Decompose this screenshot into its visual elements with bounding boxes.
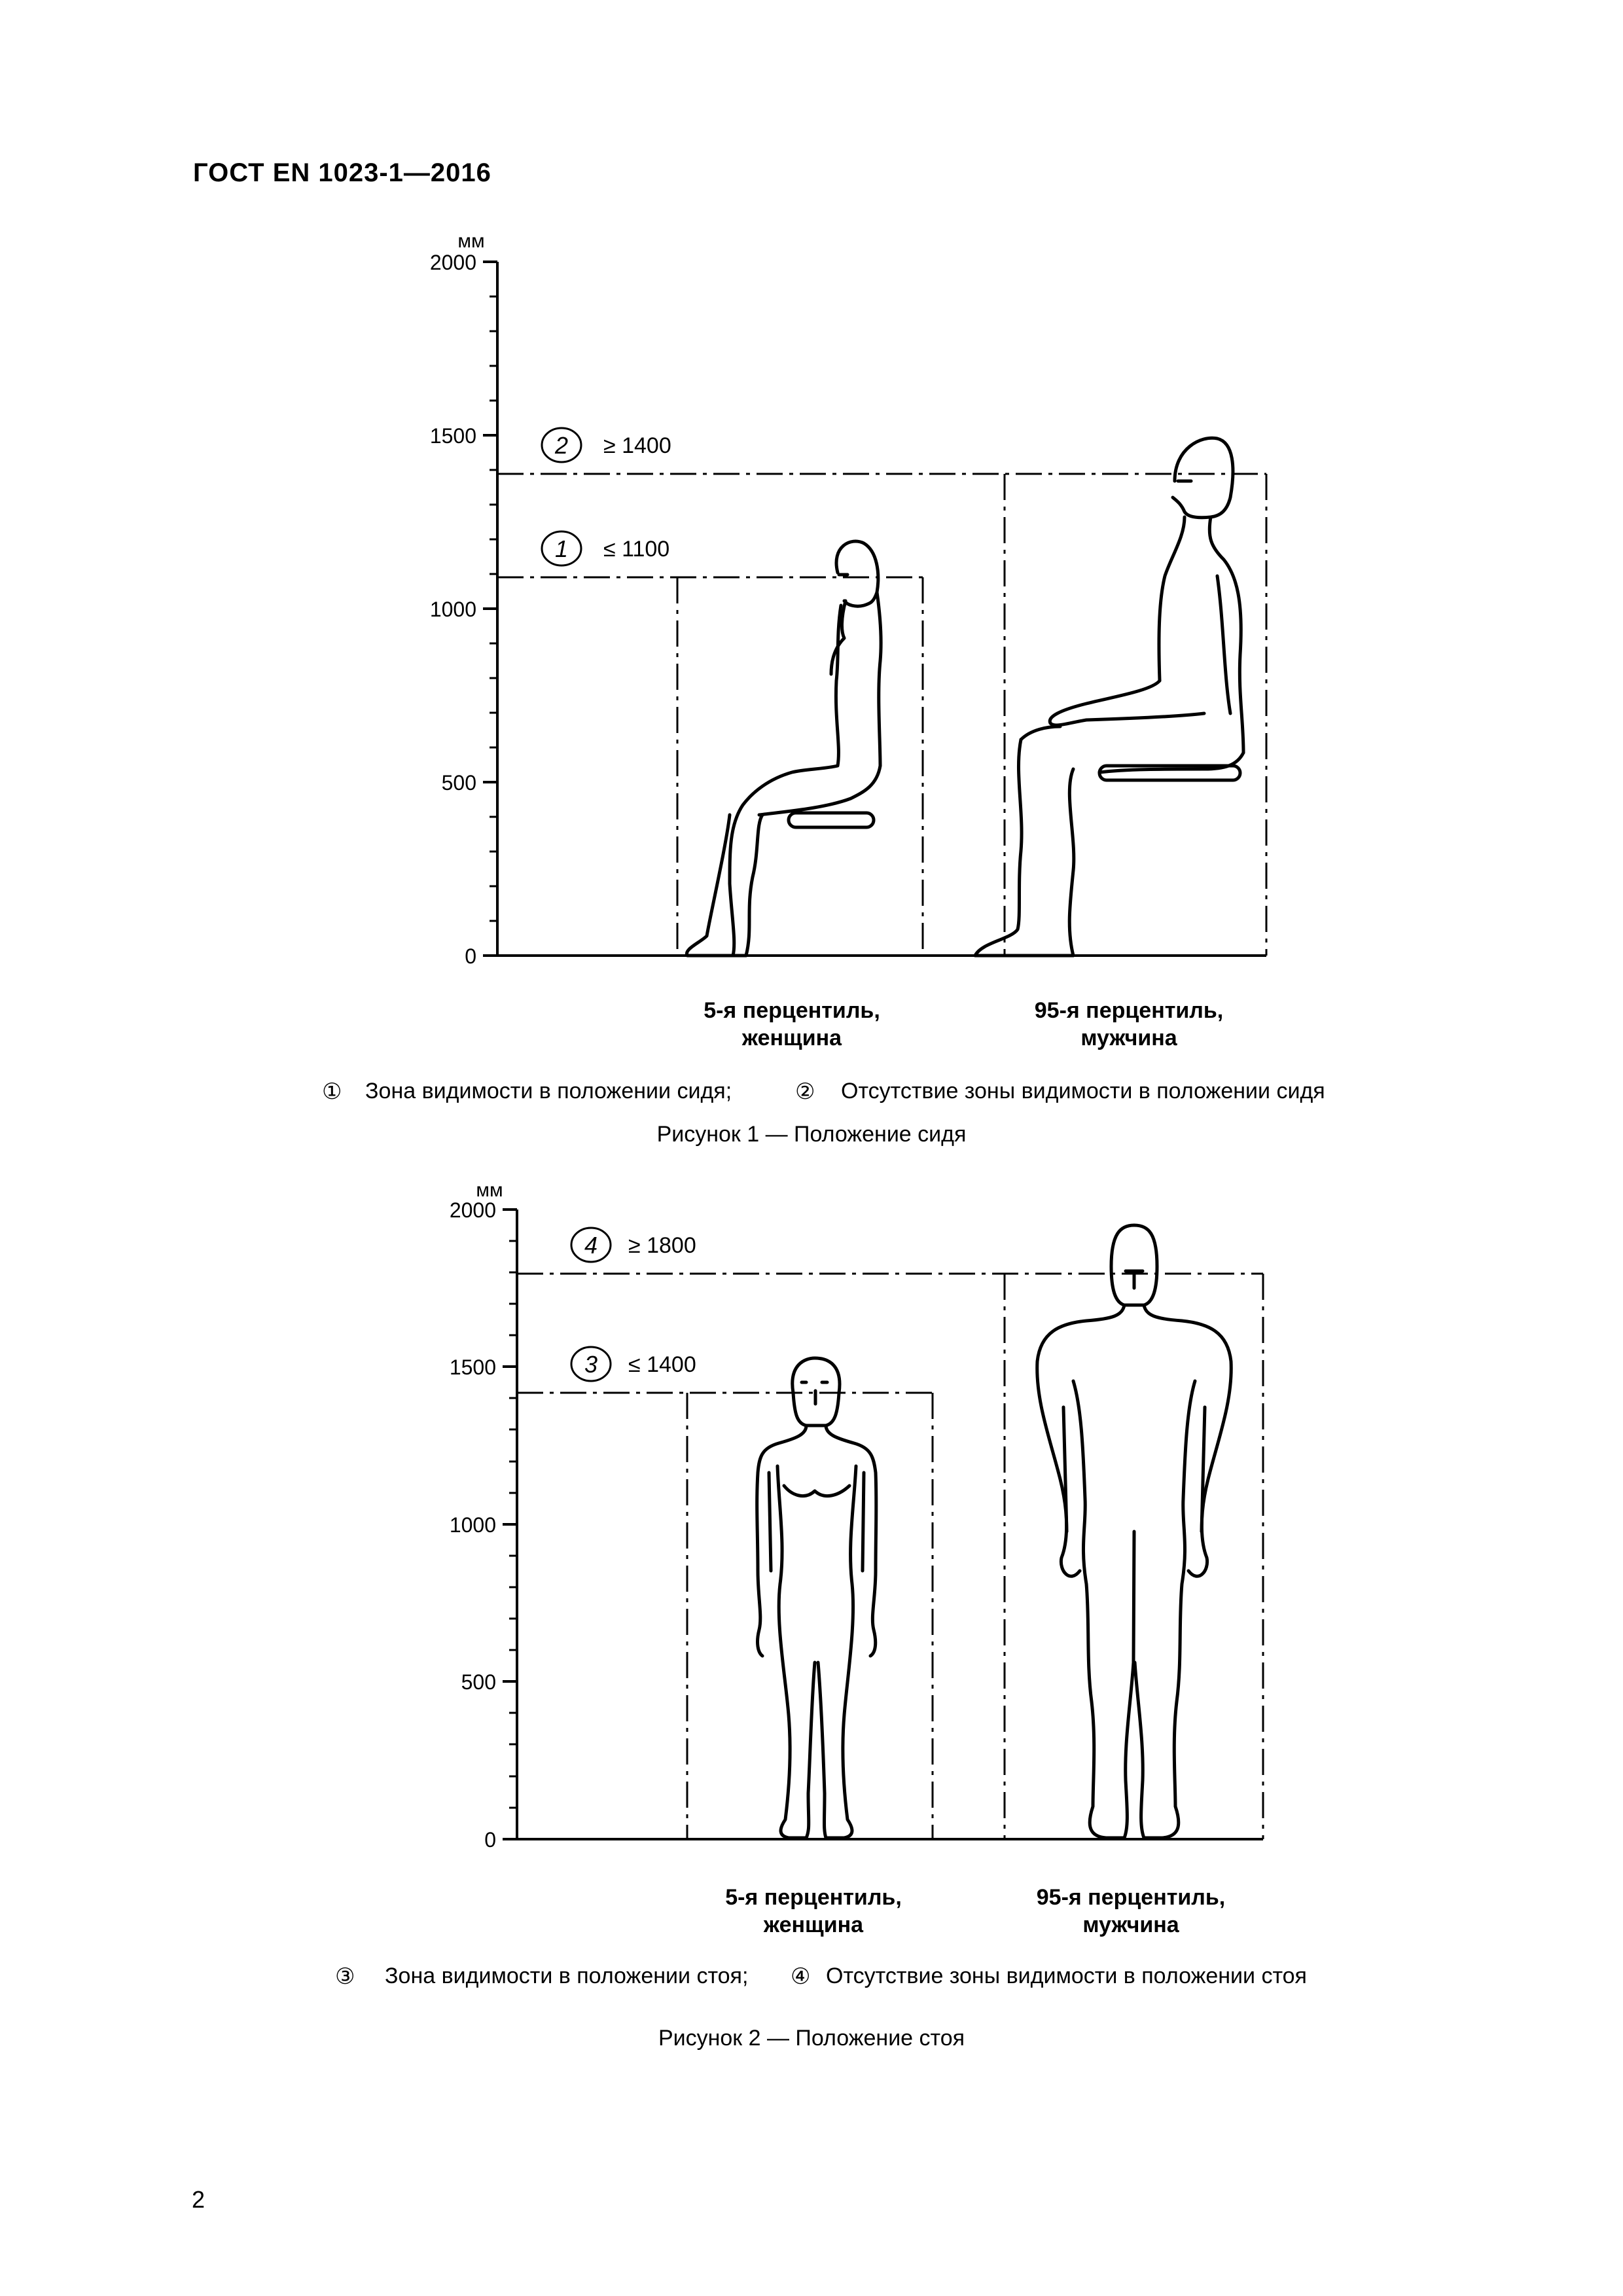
zone-4-marker [571,1228,611,1262]
sitting-diagram [0,216,1623,1178]
legend-text: Зона видимости в положении стоя; [385,1964,749,1988]
person-left-label: 5-я перцентиль, [725,1885,902,1910]
figure-standing [0,1165,1623,2147]
zone-number: 3 [584,1351,598,1378]
person-left-label: женщина [741,1026,842,1050]
legend-symbol: ① [322,1079,342,1104]
zone-2-label: ≥ 1400 [603,433,671,458]
person-left-label: женщина [763,1912,864,1937]
zone-1-marker [542,531,581,565]
seated-man-figure [975,438,1243,956]
tick-label: 500 [461,1670,496,1694]
figure-caption: Рисунок 1 — Положение сидя [656,1122,967,1147]
tick-label: 1500 [429,424,476,448]
y-axis-unit: мм [476,1179,503,1201]
legend-symbol: ③ [335,1964,355,1989]
legend-text: Зона видимости в положении сидя; [365,1079,732,1103]
person-right-label: мужчина [1080,1026,1177,1050]
tick-label: 0 [465,944,476,968]
figure-sitting [0,216,1623,1178]
legend-symbol: ② [795,1079,815,1104]
person-left-label: 5-я перцентиль, [704,998,880,1023]
page-number: 2 [192,2186,205,2213]
zone-2-marker [542,428,581,462]
tick-label: 2000 [429,251,476,274]
standing-diagram [0,1165,1623,2147]
tick-label: 1500 [449,1355,496,1379]
zone-number: 4 [584,1232,598,1259]
legend-symbol: ④ [791,1964,811,1989]
zone-3-marker [571,1347,611,1381]
figure-caption: Рисунок 2 — Положение стоя [658,2026,965,2051]
zone-3-label: ≤ 1400 [628,1352,696,1377]
tick-label: 1000 [449,1513,496,1537]
zone-number: 1 [554,535,569,562]
person-right-label: 95-я перцентиль, [1036,1885,1226,1910]
standing-woman-figure [757,1358,876,1838]
tick-label: 1000 [429,598,476,621]
person-right-label: мужчина [1082,1912,1179,1937]
document-header: ГОСТ EN 1023-1—2016 [193,158,491,187]
person-right-label: 95-я перцентиль, [1034,998,1224,1023]
tick-label: 2000 [449,1198,496,1222]
tick-label: 0 [484,1828,496,1852]
legend-text: Отсутствие зоны видимости в положении стоя [826,1964,1307,1988]
zone-1-label: ≤ 1100 [603,537,670,562]
seated-woman-figure [687,541,881,956]
zone-number: 2 [554,432,569,459]
legend-text: Отсутствие зоны видимости в положении сидя [841,1079,1325,1103]
y-axis-unit: мм [457,230,485,252]
zone-4-label: ≥ 1800 [628,1233,696,1258]
standing-man-figure [1037,1225,1232,1838]
tick-label: 500 [441,771,476,795]
